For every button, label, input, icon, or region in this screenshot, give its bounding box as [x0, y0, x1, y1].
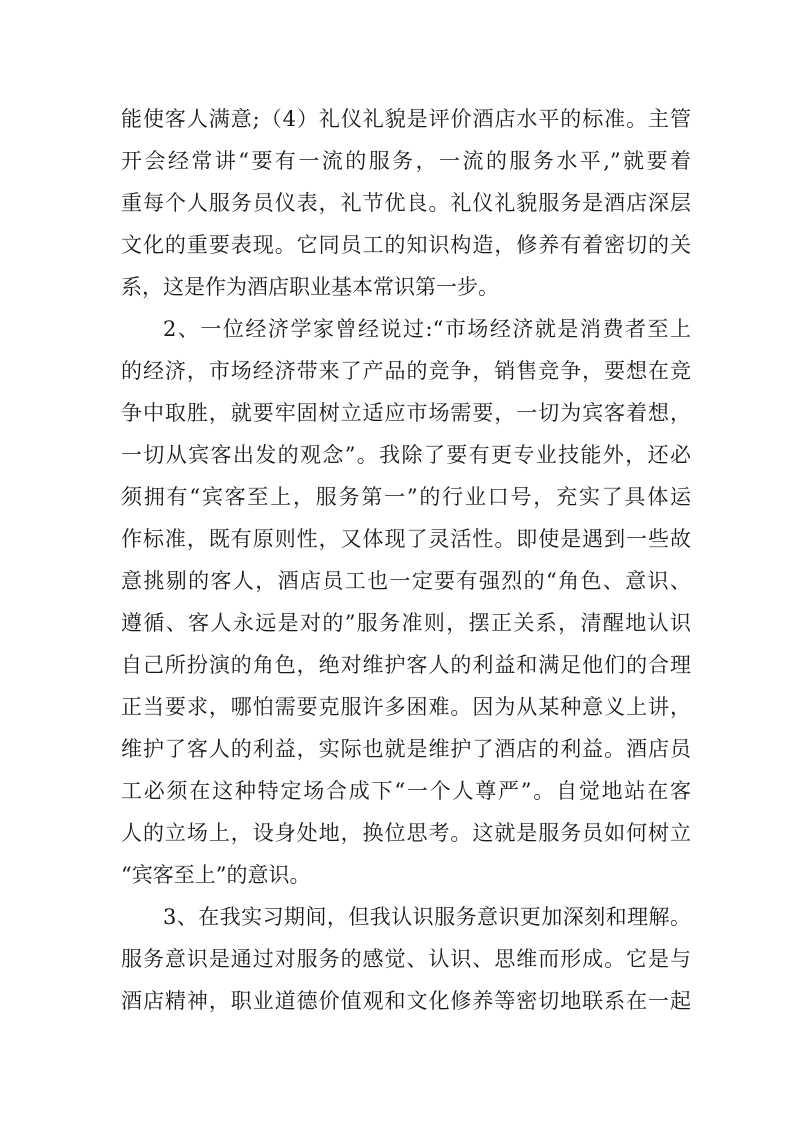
text-line: 文化的重要表现。它同员工的知识构造，修养有着密切的关 [121, 233, 691, 257]
text-line: 意挑剔的客人，酒店员工也一定要有强烈的“角色、意识、 [121, 569, 691, 593]
text-line: 争中取胜，就要牢固树立适应市场需要，一切为宾客着想， [121, 401, 691, 425]
text-line: 正当要求，哪怕需要克服许多困难。因为从某种意义上讲， [121, 695, 691, 719]
text-line: 服务意识是通过对服务的感觉、认识、思维而形成。它是与 [121, 947, 691, 971]
paragraph-3-first-line: 3、在我实习期间，但我认识服务意识更加深刻和理解。 [163, 905, 691, 929]
paragraph-2-first-line: 2、一位经济学家曾经说过:“市场经济就是消费者至上 [163, 317, 691, 341]
text-line: 遵循、客人永远是对的”服务准则，摆正关系，清醒地认识 [121, 611, 691, 635]
text-line: 酒店精神，职业道德价值观和文化修养等密切地联系在一起 [121, 989, 691, 1013]
text-line: 系，这是作为酒店职业基本常识第一步。 [121, 275, 499, 299]
text-line: 作标准，既有原则性，又体现了灵活性。即使是遇到一些故 [121, 527, 691, 551]
text-line: 自己所扮演的角色，绝对维护客人的利益和满足他们的合理 [121, 653, 691, 677]
text-line: 维护了客人的利益，实际也就是维护了酒店的利益。酒店员 [121, 737, 691, 761]
text-line: 重每个人服务员仪表，礼节优良。礼仪礼貌服务是酒店深层 [121, 191, 691, 215]
text-line: 人的立场上，设身处地，换位思考。这就是服务员如何树立 [121, 821, 691, 845]
text-line: 一切从宾客出发的观念”。我除了要有更专业技能外，还必 [121, 443, 691, 467]
text-line: “宾客至上”的意识。 [121, 863, 311, 887]
text-line: 工必须在这种特定场合成下“一个人尊严”。自觉地站在客 [121, 779, 691, 803]
text-line: 须拥有“宾客至上，服务第一”的行业口号，充实了具体运 [121, 485, 691, 509]
text-line: 开会经常讲“要有一流的服务，一流的服务水平,”就要着 [121, 149, 691, 173]
text-line: 能使客人满意;（4）礼仪礼貌是评价酒店水平的标准。主管 [121, 107, 691, 131]
text-line: 的经济，市场经济带来了产品的竞争，销售竞争，要想在竞 [121, 359, 691, 383]
